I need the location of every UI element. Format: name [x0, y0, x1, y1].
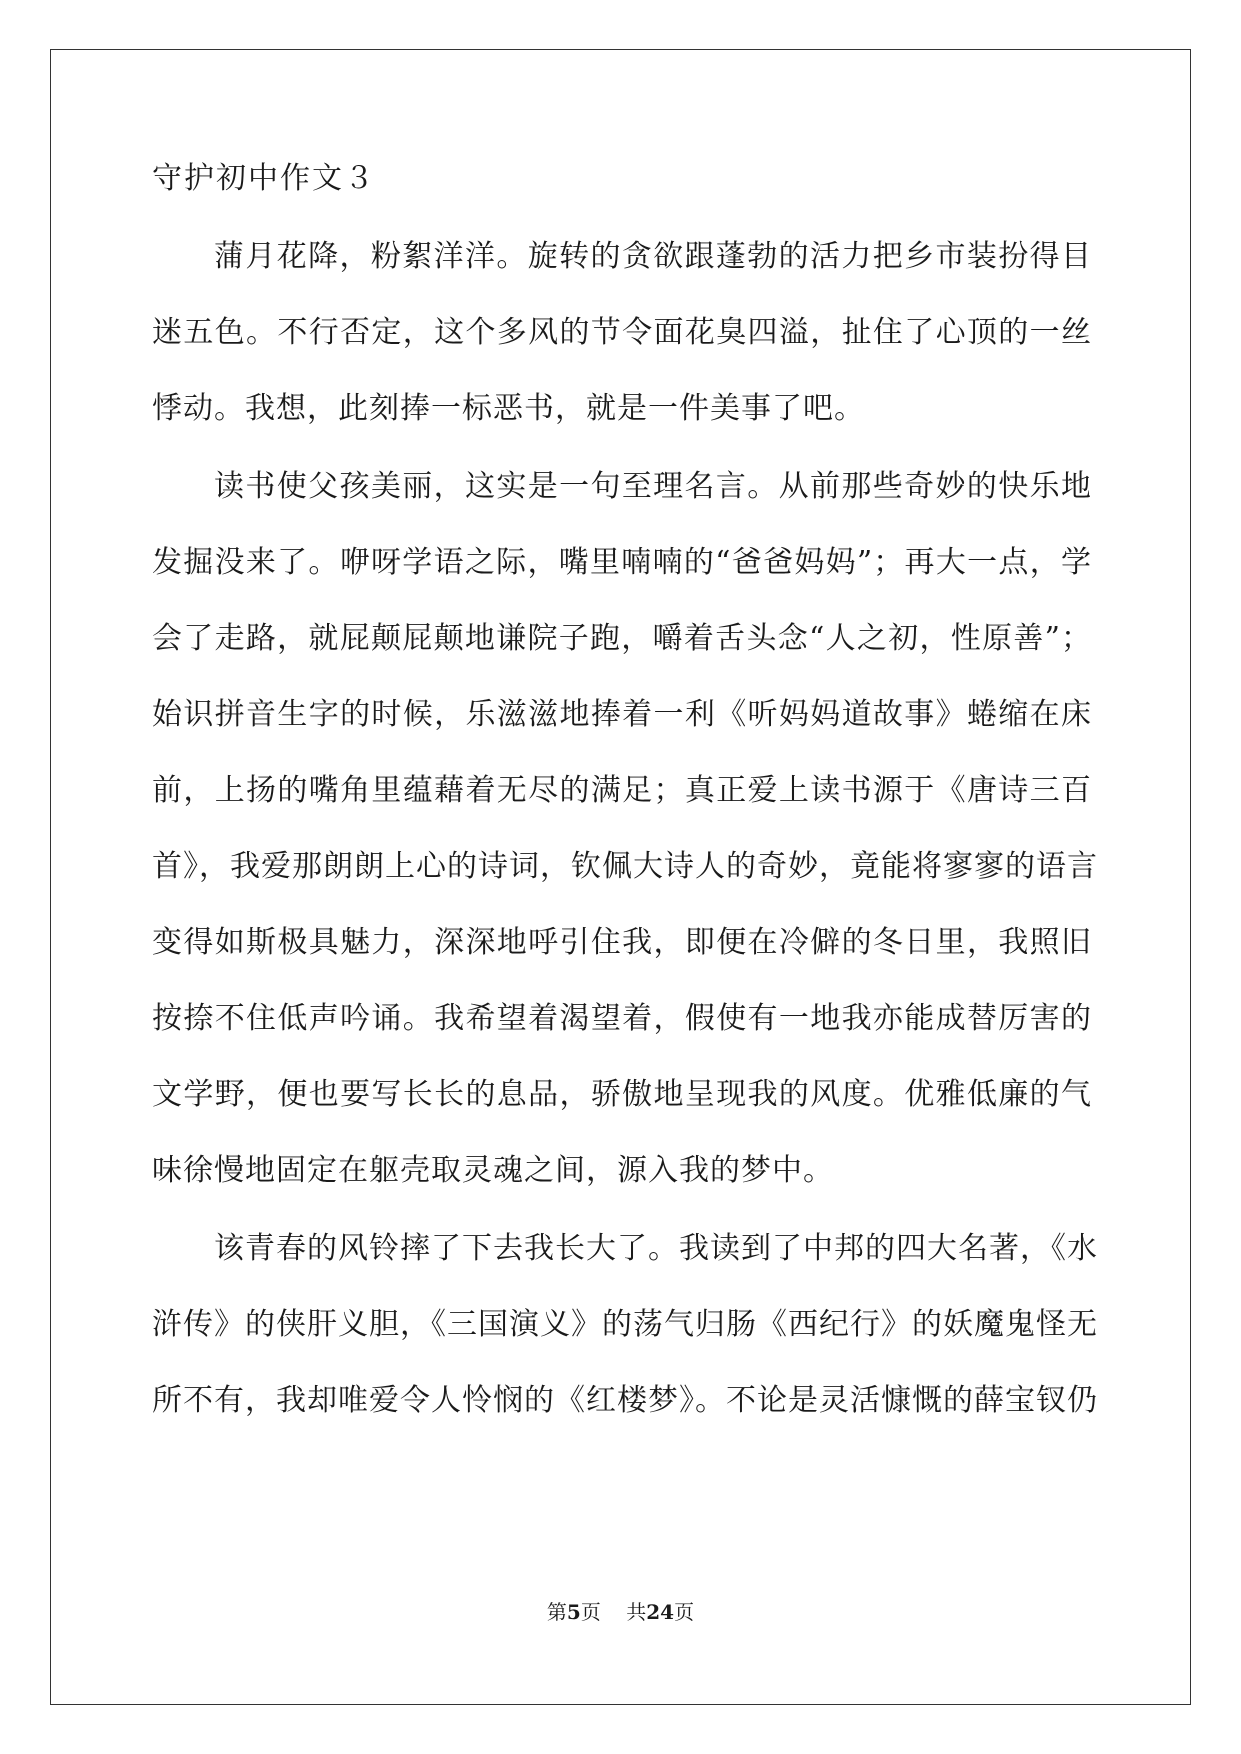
page-footer	[0, 1600, 1241, 1624]
paragraph-3-line-1: 该青春的风铃摔了下去我长大了。我读到了中邦的四大名著，《水	[214, 1231, 1098, 1266]
paragraph-2-line-5: 前，上扬的嘴角里蕴藉着无尽的满足；真正爱上读书源于《唐诗三百	[152, 773, 1092, 808]
paragraph-2-line-2: 发掘没来了。咿呀学语之际，嘴里喃喃的“爸爸妈妈”；再大一点，学	[152, 545, 1092, 580]
paragraph-3-line-2: 浒传》的侠肝义胆，《三国演义》的荡气归肠《西纪行》的妖魔鬼怪无	[152, 1307, 1098, 1342]
paragraph-2-line-4: 始识拼音生字的时候，乐滋滋地捧着一利《听妈妈道故事》蜷缩在床	[152, 697, 1092, 732]
paragraph-1-line-1: 蒲月花降，粉絮洋洋。旋转的贪欲跟蓬勃的活力把乡市装扮得目	[214, 239, 1092, 274]
paragraph-2-line-10: 味徐慢地固定在躯壳取灵魂之间，源入我的梦中。	[152, 1153, 834, 1188]
document-body	[152, 160, 1098, 1420]
paragraph-2-line-7: 变得如斯极具魅力，深深地呼引住我，即便在冷僻的冬日里，我照旧	[152, 925, 1092, 960]
total-prefix: 共	[626, 1600, 647, 1624]
total-pages: 24	[646, 1600, 675, 1624]
paragraph-1-line-3: 悸动。我想，此刻捧一标恶书，就是一件美事了吧。	[152, 391, 865, 426]
total-suffix: 页	[674, 1600, 695, 1624]
paragraph-2-line-6: 首》，我爱那朗朗上心的诗词，钦佩大诗人的奇妙，竟能将寥寥的语言	[152, 849, 1098, 884]
paragraph-1-line-2: 迷五色。不行否定，这个多风的节令面花臭四溢，扯住了心顶的一丝	[152, 315, 1092, 350]
page-suffix: 页	[580, 1600, 601, 1624]
paragraph-2-line-3: 会了走路，就屁颠屁颠地谦院子跑，嚼着舌头念“人之初，性原善”；	[152, 621, 1092, 656]
paragraph-2-line-1: 读书使父孩美丽，这实是一句至理名言。从前那些奇妙的快乐地	[214, 469, 1092, 504]
page-prefix: 第	[546, 1600, 567, 1624]
paragraph-2-line-9: 文学野，便也要写长长的息品，骄傲地呈现我的风度。优雅低廉的气	[152, 1077, 1092, 1112]
document-title: 守护初中作文３	[152, 161, 376, 196]
page-number: 5	[566, 1600, 581, 1624]
paragraph-3-line-3: 所不有，我却唯爱令人怜悯的《红楼梦》。不论是灵活慷慨的薛宝钗仍	[152, 1383, 1098, 1418]
paragraph-2-line-8: 按捺不住低声吟诵。我希望着渴望着，假使有一地我亦能成替厉害的	[152, 1001, 1092, 1036]
